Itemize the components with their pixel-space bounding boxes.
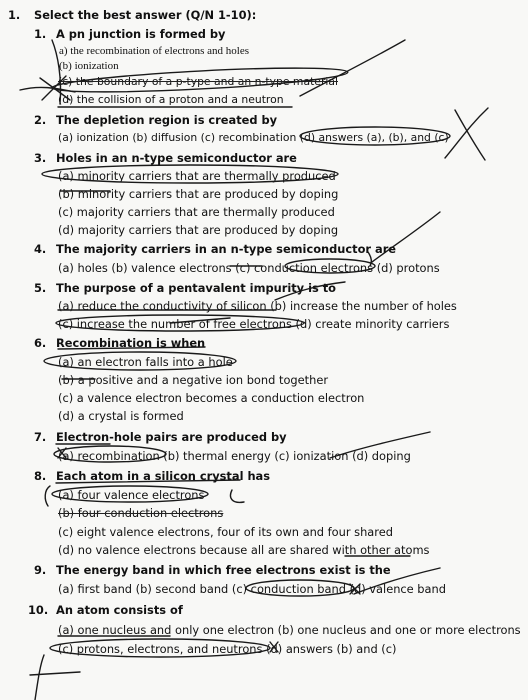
option-line-struck: (b) four conduction electrons	[58, 506, 224, 520]
pen-x-mark	[445, 108, 488, 160]
option-line: (b) minority carriers that are produced by doping	[58, 187, 339, 201]
option-line: (d) a crystal is formed	[58, 409, 184, 423]
option-line: (a) reduce the conductivity of silicon (b) increase the number of holes	[58, 299, 457, 313]
option-line: (a) an electron falls into a hole	[58, 355, 233, 369]
option-line: (a) first band (b) second band (c) conduction band (d) valence band	[58, 582, 446, 596]
option-line: (a) four valence electrons	[58, 488, 205, 502]
question-stem: Each atom in a silicon crystal has	[56, 469, 271, 483]
header-title: Select the best answer (Q/N 1-10):	[34, 8, 257, 22]
question-number: 8.	[34, 469, 47, 483]
question-stem: The majority carriers in an n-type semiconductor are	[56, 242, 397, 256]
question-number: 9.	[34, 563, 47, 577]
option-line: (c) increase the number of free electrons (d) create minority carriers	[58, 317, 450, 331]
option-line: (d) no valence electrons because all are shared with other atoms	[58, 543, 430, 557]
question-stem: The energy band in which free electrons exist is the	[56, 563, 391, 577]
question-number: 5.	[34, 281, 47, 295]
option-line: (c) majority carriers that are thermally produced	[58, 205, 335, 219]
pen-check-mark	[368, 212, 440, 266]
option-line: (d) majority carriers that are produced by doping	[58, 223, 339, 237]
question-number: 3.	[34, 151, 47, 165]
question-stem: An atom consists of	[56, 603, 183, 617]
question-stem: Holes in an n-type semiconductor are	[56, 151, 297, 165]
option-line: (d) the collision of a proton and a neutron	[58, 93, 284, 106]
question-number: 6.	[34, 336, 47, 350]
question-stem: Electron-hole pairs are produced by	[56, 430, 287, 444]
option-line: (a) minority carriers that are thermally produced	[58, 169, 336, 183]
pen-check-mark	[30, 655, 80, 700]
option-line: (a) holes (b) valence electrons (c) conduction electrons (d) protons	[58, 261, 440, 275]
option-line: (a) recombination (b) thermal energy (c) ionization (d) doping	[58, 449, 411, 463]
pen-bracket	[45, 486, 50, 506]
question-stem: A pn junction is formed by	[56, 27, 226, 41]
option-line: (c) eight valence electrons, four of its own and four shared	[58, 525, 393, 539]
question-number: 10.	[28, 603, 49, 617]
option-line: (a) one nucleus and only one electron (b) one nucleus and one or more electrons	[58, 623, 521, 637]
question-number: 7.	[34, 430, 47, 444]
pen-check-mark	[231, 490, 245, 502]
question-stem: The depletion region is created by	[56, 113, 278, 127]
option-line: (a) ionization (b) diffusion (c) recombination (d) answers (a), (b), and (c)	[58, 131, 449, 144]
option-line-struck: (c) the boundary of a p-type and an n-type material	[58, 75, 338, 88]
option-line: (c) protons, electrons, and neutrons (d) answers (b) and (c)	[58, 642, 397, 656]
question-number: 4.	[34, 242, 47, 256]
question-number: 1.	[34, 27, 47, 41]
option-line: a) the recombination of electrons and holes	[59, 45, 249, 57]
option-line: (b) ionization	[59, 60, 119, 72]
header-number: 1.	[8, 8, 21, 22]
option-line: (b) a positive and a negative ion bond together	[58, 373, 329, 387]
option-line: (c) a valence electron becomes a conduction electron	[58, 391, 365, 405]
question-number: 2.	[34, 113, 47, 127]
question-stem: The purpose of a pentavalent impurity is to	[56, 281, 336, 295]
question-stem: Recombination is when	[56, 336, 206, 350]
